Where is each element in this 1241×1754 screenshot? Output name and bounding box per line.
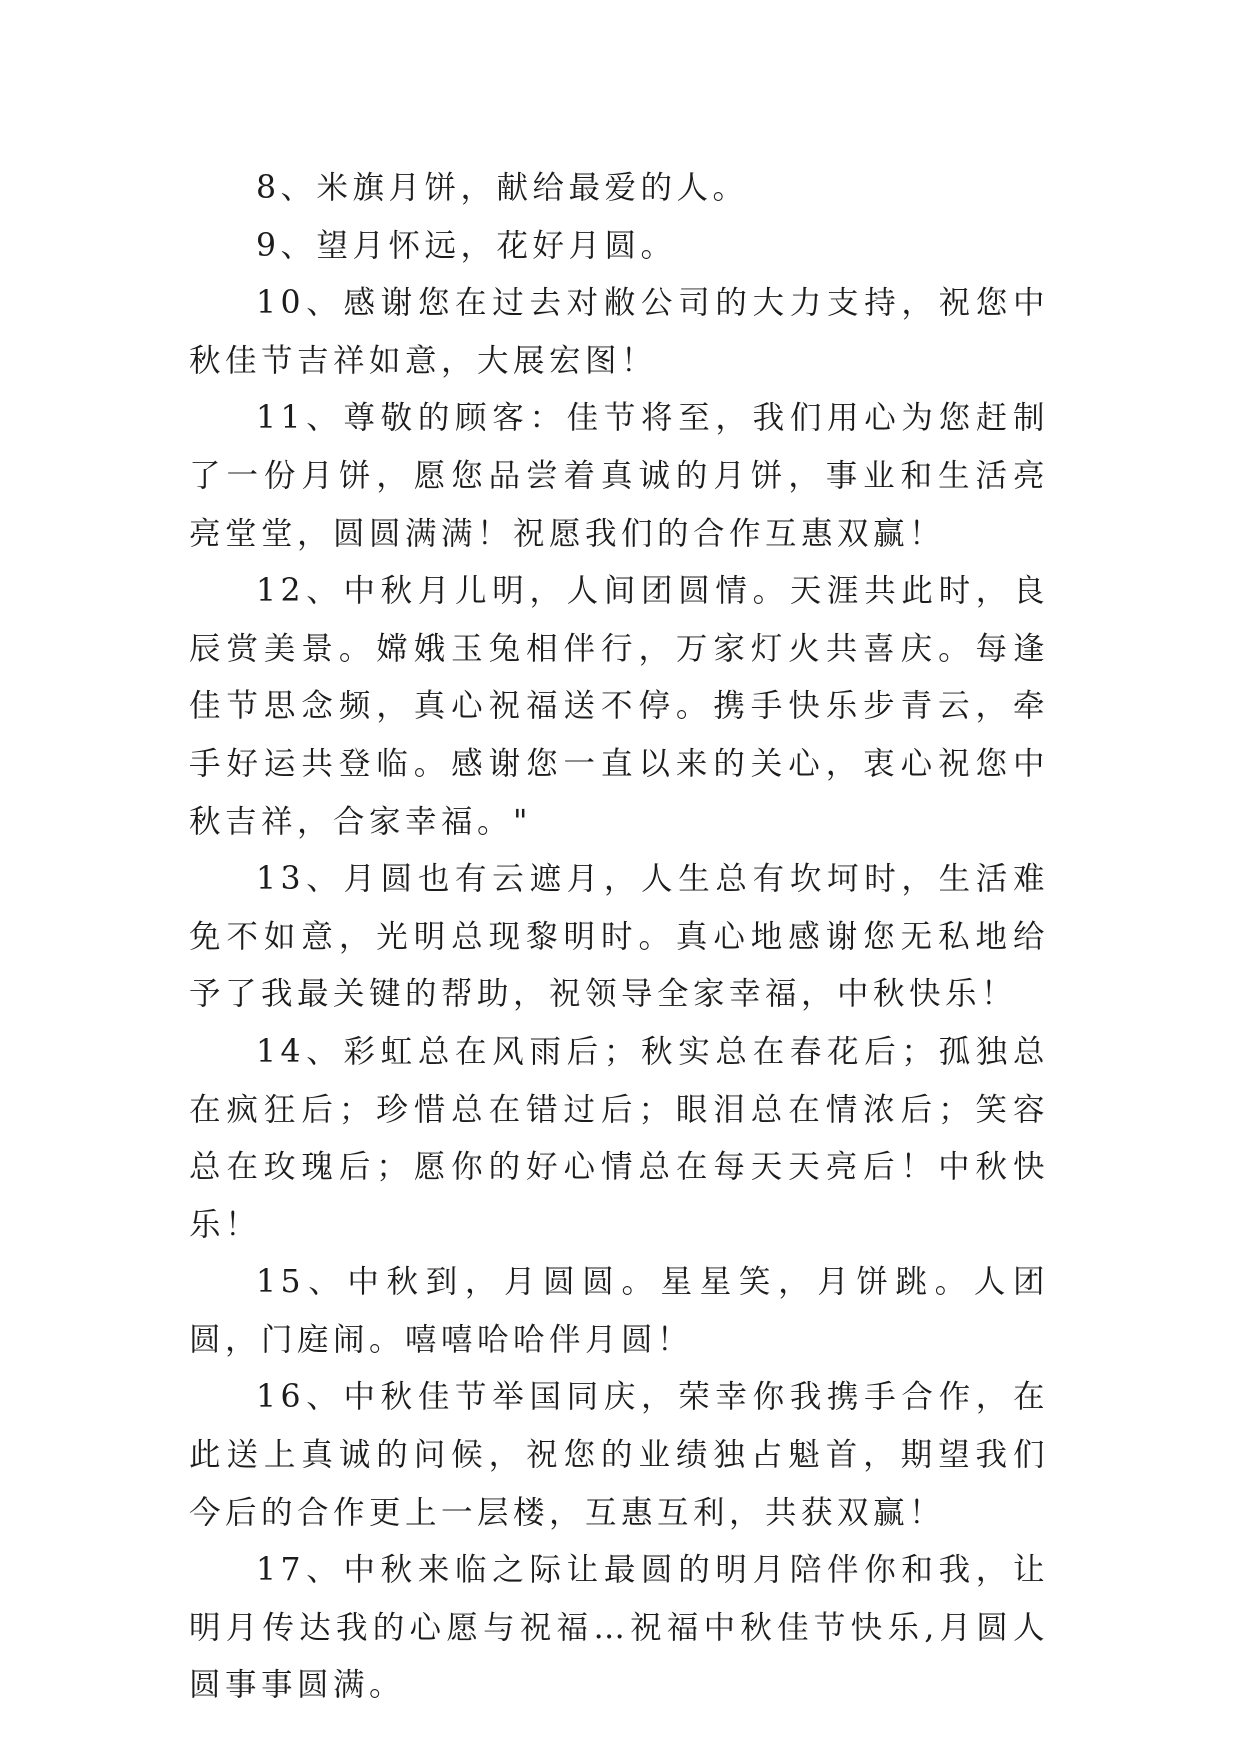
greeting-paragraph-17: 17、中秋来临之际让最圆的明月陪伴你和我，让明月传达我的心愿与祝福…祝福中秋佳节快乐,月圆人圆事事圆满。 bbox=[189, 1552, 1049, 1704]
document-body bbox=[189, 160, 1049, 1715]
greeting-paragraph-12: 12、中秋月儿明，人间团圆情。天涯共此时，良辰赏美景。嫦娥玉兔相伴行，万家灯火共喜庆。每逢佳节思念频，真心祝福送不停。携手快乐步青云，牵手好运共登临。感谢您一直以来的关心，衷心祝您中秋吉祥，合家幸福。" bbox=[189, 573, 1049, 840]
greeting-paragraph-15: 15、中秋到，月圆圆。星星笑，月饼跳。人团圆，门庭闹。嘻嘻哈哈伴月圆！ bbox=[189, 1264, 1049, 1358]
greeting-paragraph-9: 9、望月怀远，花好月圆。 bbox=[256, 227, 677, 264]
greeting-paragraph-8: 8、米旗月饼，献给最爱的人。 bbox=[256, 170, 749, 206]
greeting-paragraph-16: 16、中秋佳节举国同庆，荣幸你我携手合作，在此送上真诚的问候，祝您的业绩独占魁首，期望我们今后的合作更上一层楼，互惠互利，共获双赢！ bbox=[189, 1379, 1049, 1531]
greeting-paragraph-14: 14、彩虹总在风雨后；秋实总在春花后；孤独总在疯狂后；珍惜总在错过后；眼泪总在情浓后；笑容总在玫瑰后；愿你的好心情总在每天天亮后！中秋快乐！ bbox=[189, 1033, 1049, 1243]
greeting-paragraph-13: 13、月圆也有云遮月，人生总有坎坷时，生活难免不如意，光明总现黎明时。真心地感谢您无私地给予了我最关键的帮助，祝领导全家幸福，中秋快乐！ bbox=[189, 861, 1049, 1013]
greeting-paragraph-10: 10、感谢您在过去对敝公司的大力支持，祝您中秋佳节吉祥如意，大展宏图！ bbox=[189, 285, 1049, 379]
greeting-paragraph-11: 11、尊敬的顾客：佳节将至，我们用心为您赶制了一份月饼，愿您品尝着真诚的月饼，事业和生活亮亮堂堂，圆圆满满！祝愿我们的合作互惠双赢！ bbox=[189, 400, 1049, 552]
